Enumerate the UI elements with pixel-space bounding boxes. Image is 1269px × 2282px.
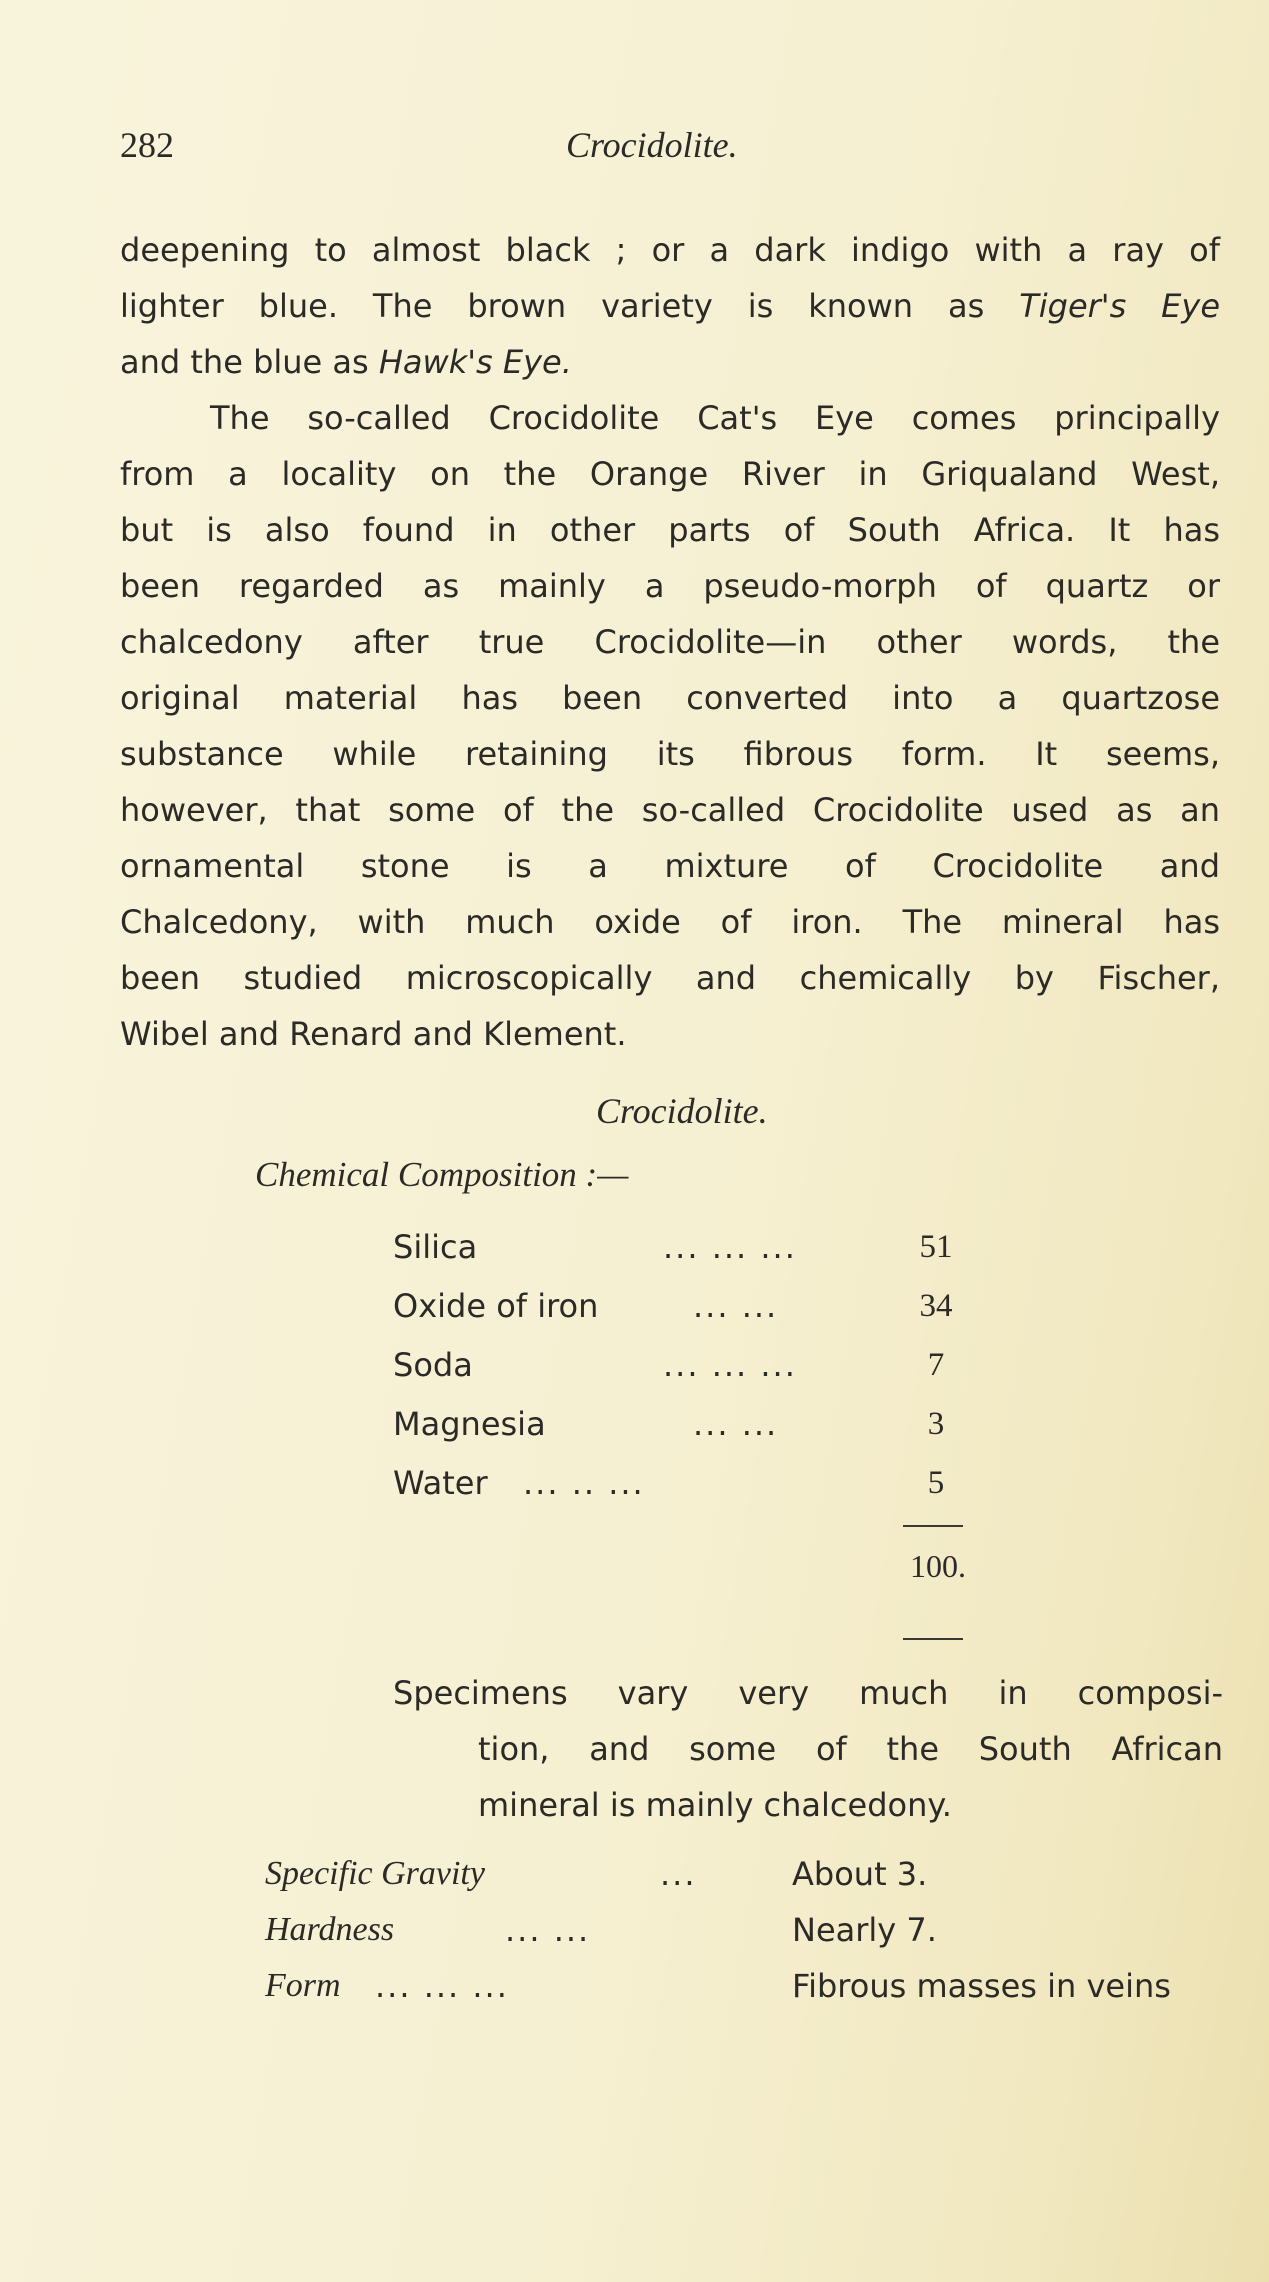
property-label: Specific Gravity [265,1855,485,1892]
body-line: but is also found in other parts of South Africa. It has [120,511,1220,549]
body-line: been studied microscopically and chemically by Fischer, [120,959,1220,997]
table-row [393,1277,993,1336]
leader-dots: ... .. ... [523,1464,645,1502]
body-line: ornamental stone is a mixture of Crocidolite and [120,847,1220,885]
body-line: deepening to almost black ; or a dark indigo with a ray of [120,231,1220,269]
leader-dots: ... ... [693,1287,779,1325]
body-line: from a locality on the Orange River in Griqualand West, [120,455,1220,493]
component-value: 3 [927,1406,945,1442]
list-item [265,1902,1225,1958]
composition-total: 100. [910,1548,966,1584]
sum-rule-bottom [903,1638,963,1640]
component-value: 34 [919,1288,953,1324]
body-line: Wibel and Renard and Klement. [120,1015,627,1053]
hawks-eye-term: Hawk's Eye. [378,343,572,381]
leader-dots: ... [660,1855,697,1893]
list-item [265,1846,1225,1902]
section-title: Crocidolite. [596,1091,768,1131]
table-row [393,1454,993,1513]
leader-dots: ... ... ... [663,1228,797,1266]
body-line: however, that some of the so-called Crocidolite used as an [120,791,1220,829]
note-line: Specimens vary very much in composi- [393,1674,1223,1712]
sum-rule-top [903,1525,963,1527]
component-value: 7 [927,1347,945,1383]
body-line-text: lighter blue. The brown variety is known as [120,287,1020,325]
component-value: 5 [927,1465,945,1501]
tigers-eye-term: Tiger's Eye [1019,287,1221,325]
body-line: original material has been converted into a quartzose [120,679,1220,717]
body-line: The so-called Crocidolite Cat's Eye comes principally [210,399,1220,437]
property-label: Hardness [265,1911,395,1948]
page-header [120,124,1220,174]
composition-table [393,1218,993,1513]
body-line: substance while retaining its fibrous form. It seems, [120,735,1220,773]
leader-dots: ... ... ... [663,1346,797,1384]
component-value: 51 [919,1229,953,1265]
property-value: About 3. [792,1855,928,1893]
body-line-text: and the blue as [120,343,379,381]
list-item [265,1958,1225,2014]
running-title: Crocidolite. [566,125,738,165]
composition-subhead: Chemical Composition :— [255,1155,629,1194]
component-name: Silica [393,1228,478,1266]
specimen-note [393,1665,1223,1833]
body-line: Chalcedony, with much oxide of iron. The mineral has [120,903,1220,941]
body-line: been regarded as mainly a pseudo-morph of quartz or [120,567,1220,605]
body-paragraphs [120,222,1220,1062]
body-line [120,334,1220,390]
body-line [120,278,1220,334]
component-name: Magnesia [393,1405,546,1443]
property-value: Fibrous masses in veins [792,1967,1171,2005]
property-value: Nearly 7. [792,1911,937,1949]
note-line: tion, and some of the South African [478,1730,1223,1768]
property-label: Form [265,1967,341,2004]
note-line: mineral is mainly chalcedony. [478,1786,952,1824]
component-name: Water [393,1464,488,1502]
table-row [393,1218,993,1277]
table-row [393,1336,993,1395]
properties-list [265,1846,1225,2014]
component-name: Soda [393,1346,473,1384]
leader-dots: ... ... [693,1405,779,1443]
page-number: 282 [120,125,174,165]
component-name: Oxide of iron [393,1287,599,1325]
leader-dots: ... ... [505,1911,591,1949]
body-line: chalcedony after true Crocidolite—in other words, the [120,623,1220,661]
leader-dots: ... ... ... [375,1967,509,2005]
table-row [393,1395,993,1454]
